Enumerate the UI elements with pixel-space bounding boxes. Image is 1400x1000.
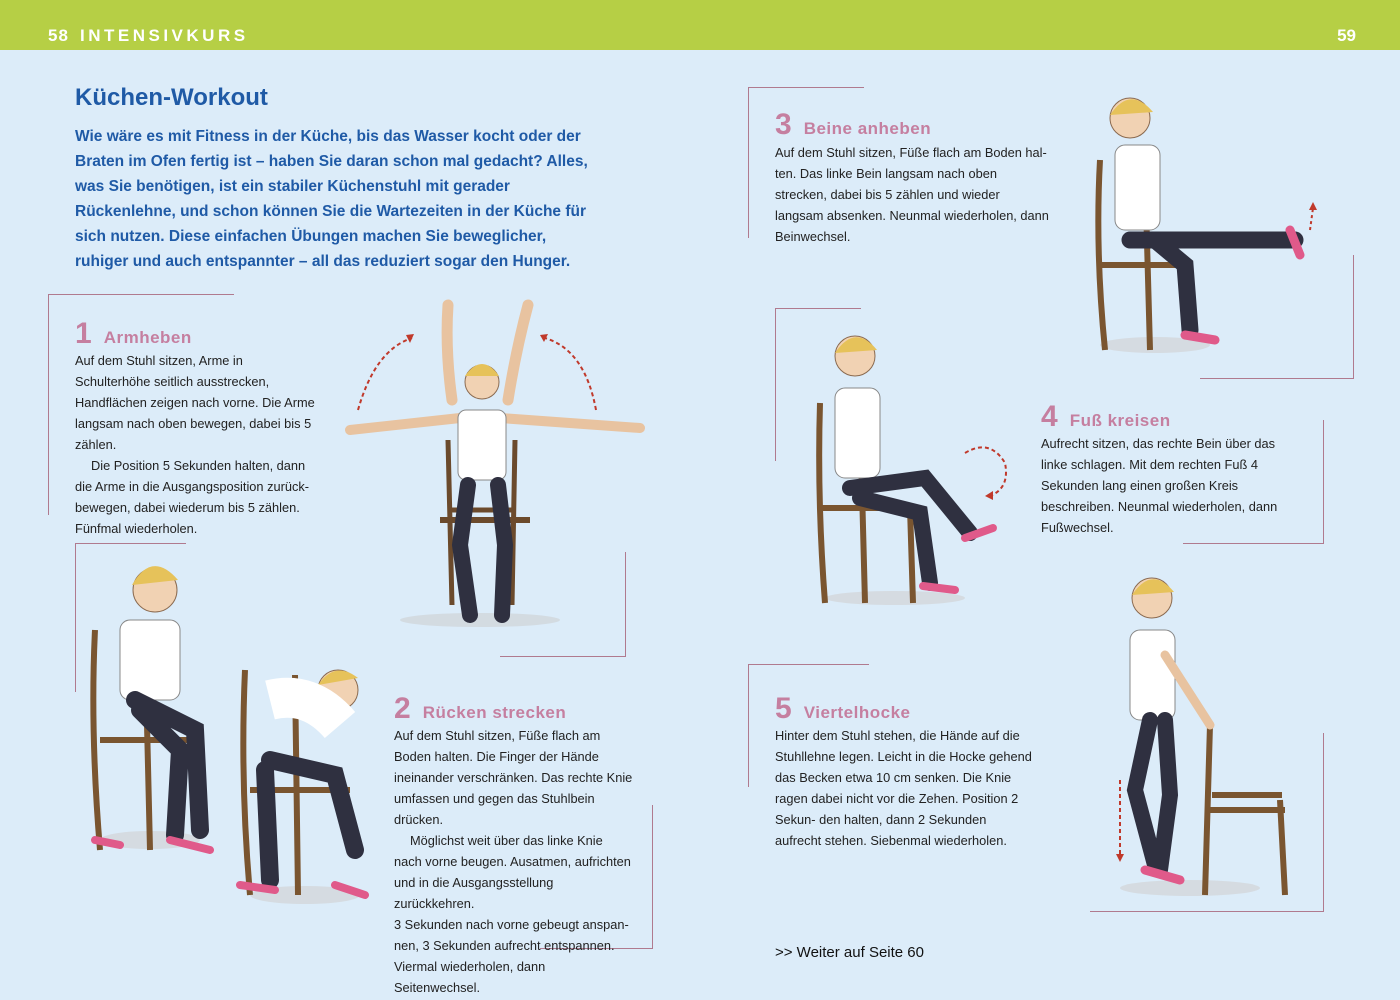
exercise-1-paragraph-1: Auf dem Stuhl sitzen, Arme in Schulterhöhe seitlich ausstrecken, Handflächen zeigen nach vorne. Die Arme langsam nach oben bewegen, dabei bis 5 zählen. xyxy=(75,353,315,452)
exercise-4-text xyxy=(1041,433,1296,538)
page-number-left: 58 xyxy=(48,26,69,45)
page-title: Küchen-Workout xyxy=(75,84,268,111)
exercise-1-number: 1 xyxy=(75,317,92,350)
exercise-2-paragraph-2: Möglichst weit über das linke Knie nach vorne beugen. Ausatmen, aufrichten und in die Ausgangsstellung zurückkehren. xyxy=(394,833,631,911)
exercise-3-title: Beine anheben xyxy=(803,119,932,138)
exercise-4-paragraph-1: Aufrecht sitzen, das rechte Bein über das linke schlagen. Mit dem rechten Fuß 4 Sekunden lang einen großen Kreis beschreiben. Neunmal wiederholen, dann Fußwechsel. xyxy=(1041,436,1278,535)
exercise-5-title: Viertelhocke xyxy=(803,703,911,722)
exercise-4-heading xyxy=(1041,400,1171,434)
exercise-3-heading xyxy=(775,108,931,142)
exercise-5-heading xyxy=(775,692,910,726)
exercise-2-number: 2 xyxy=(394,692,411,725)
exercise-2-heading xyxy=(394,692,566,726)
exercise-4-title: Fuß kreisen xyxy=(1069,411,1171,430)
illustration-leg-raise xyxy=(1085,90,1325,360)
intro-text: Wie wäre es mit Fitness in der Küche, bis das Wasser kocht oder der Braten im Ofen fertig ist – haben Sie daran schon mal gedacht? Alles, was Sie benötigen, ist ein stabiler Küchenstuhl mit gerader Rückenlehne, und schon können Sie die Wartezeiten in der Küche für sich nutzen. Diese einfachen Übungen machen Sie beweglicher, ruhiger und auch entspannter – all das reduziert sogar den Hunger. xyxy=(75,128,588,270)
exercise-1-text xyxy=(75,350,320,539)
exercise-2-title: Rücken strecken xyxy=(422,703,567,722)
exercise-3-paragraph-1: Auf dem Stuhl sitzen, Füße flach am Boden hal- ten. Das linke Bein langsam nach oben strecken, dabei bis 5 zählen und wieder langsam absenken. Neunmal wiederholen, dann Beinwechsel. xyxy=(775,145,1049,244)
illustration-back-stretch xyxy=(80,550,380,915)
illustration-foot-circle xyxy=(805,328,1020,608)
illustration-quarter-squat xyxy=(1110,570,1295,900)
exercise-5-text xyxy=(775,725,1035,851)
continue-link[interactable]: >> Weiter auf Seite 60 xyxy=(775,944,924,961)
page-number-right: 59 xyxy=(1337,26,1356,45)
exercise-2-text xyxy=(394,725,634,998)
exercise-2-paragraph-1: Auf dem Stuhl sitzen, Füße flach am Boden halten. Die Finger der Hände ineinander verschränken. Das rechte Knie umfassen und gegen das Stuhlbein drücken. xyxy=(394,728,633,827)
exercise-1-title: Armheben xyxy=(103,328,192,347)
exercise-1-paragraph-2: Die Position 5 Sekunden halten, dann die Arme in die Ausgangsposition zurück- bewegen, dabei wiederum bis 5 zählen. Fünfmal wiederholen. xyxy=(75,458,310,536)
exercise-1-heading xyxy=(75,317,192,351)
exercise-3-number: 3 xyxy=(775,108,792,141)
exercise-2-paragraph-3: 3 Sekunden nach vorne gebeugt anspan- nen, 3 Sekunden aufrecht entspannen. Viermal wiederholen, dann Seitenwechsel. xyxy=(394,917,629,995)
exercise-4-number: 4 xyxy=(1041,400,1058,433)
exercise-5-paragraph-1: Hinter dem Stuhl stehen, die Hände auf die Stuhllehne legen. Leicht in die Hocke gehend das Becken etwa 10 cm senken. Die Knie ragen dabei nicht vor die Zehen. Position 2 Sekun- den halten, dann 2 Sekunden aufrecht stehen. Siebenmal wiederholen. xyxy=(775,728,1032,848)
section-label: INTENSIVKURS xyxy=(80,26,249,45)
exercise-3-text xyxy=(775,142,1050,247)
exercise-5-number: 5 xyxy=(775,692,792,725)
